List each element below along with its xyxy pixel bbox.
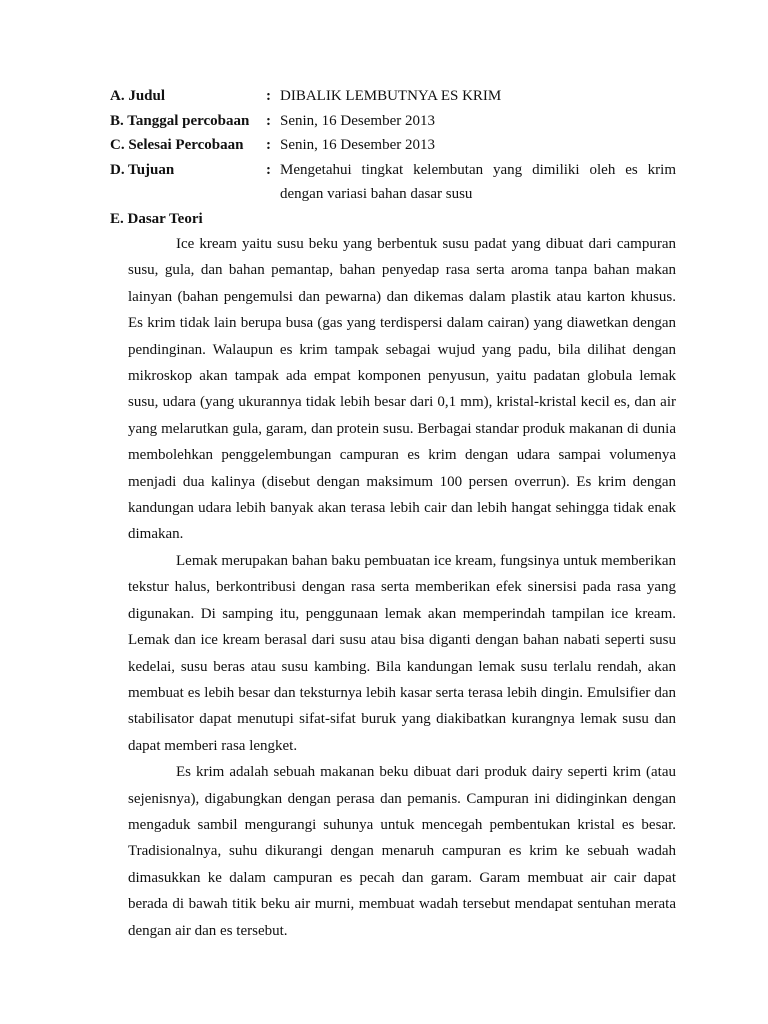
meta-label-objective: D. Tujuan [110, 161, 175, 178]
meta-colon: : [266, 112, 271, 129]
meta-colon: : [266, 161, 271, 178]
document-page [110, 84, 676, 944]
meta-colon: : [266, 137, 271, 153]
meta-value-title: DIBALIK LEMBUTNYA ES KRIM [280, 88, 502, 104]
theory-paragraph-3: Es krim adalah sebuah makanan beku dibuat dari produk dairy seperti krim (atau sejenisnya), digabungkan dengan perasa dan pemanis. Campuran ini didinginkan dengan mengaduk sambil mengurangi suhunya untuk mencegah pembentukan kristal es besar. Tradisionalnya, suhu dikurangi dengan menaruh campuran es krim ke sebuah wadah dimasukkan ke dalam campuran es pecah dan garam. Garam membuat air cair dapat berada di bawah titik beku air murni, membuat wadah tersebut mendapat sentuhan merata dengan air dan es tersebut. [128, 764, 676, 939]
meta-colon: : [266, 88, 271, 104]
meta-value-objective: Mengetahui tingkat kelembutan yang dimiliki oleh es krim dengan variasi bahan dasar susu [280, 161, 676, 202]
meta-value-experiment-date: Senin, 16 Desember 2013 [280, 112, 435, 129]
theory-body [110, 231, 676, 944]
meta-label-experiment-date: B. Tanggal percobaan [110, 112, 250, 129]
meta-row-objective [110, 158, 676, 207]
meta-row-title [110, 84, 676, 109]
section-title-theory: E. Dasar Teori [110, 210, 203, 227]
meta-row-experiment-date [110, 109, 676, 134]
theory-paragraph-2: Lemak merupakan bahan baku pembuatan ice kream, fungsinya untuk memberikan tekstur halus, berkontribusi dengan rasa serta memberikan efek sinersisi pada rasa yang digunakan. Di samping itu, penggunaan lemak akan memperindah tampilan ice kream. Lemak dan ice kream berasal dari susu atau bisa diganti dengan bahan nabati seperti susu kedelai, susu beras atau susu kambing. Bila kandungan lemak susu terlalu rendah, akan membuat es lebih besar dan teksturnya lebih kasar serta terasa lebih dingin. Emulsifier dan stabilisator dapat menutupi sifat-sifat buruk yang diakibatkan kurangnya lemak susu dan dapat memberi rasa lengket. [128, 552, 676, 754]
meta-value-completion-date: Senin, 16 Desember 2013 [280, 137, 435, 153]
theory-paragraph-1: Ice kream yaitu susu beku yang berbentuk susu padat yang dibuat dari campuran susu, gula, dan bahan pemantap, bahan penyedap rasa serta aroma tanpa bahan makan lainyan (bahan pengemulsi dan pewarna) dan dikemas dalam plastik atau karton khusus. Es krim tidak lain berupa busa (gas yang terdispersi dalam cairan) yang diawetkan dengan pendinginan. Walaupun es krim tampak sebagai wujud yang padu, bila dilihat dengan mikroskop akan tampak ada empat komponen penyusun, yaitu padatan globula lemak susu, udara (yang ukurannya tidak lebih besar dari 0,1 mm), kristal-kristal kecil es, dan air yang melarutkan gula, garam, dan protein susu. Berbagai standar produk makanan di dunia membolehkan penggelembungan campuran es krim dengan udara sampai volumenya menjadi dua kalinya (disebut dengan maksimum 100 persen overrun). Es krim dengan kandungan udara lebih banyak akan terasa lebih cair dan lebih hangat sehingga tidak enak dimakan. [128, 236, 676, 543]
meta-label-completion-date: C. Selesai Percobaan [110, 137, 244, 153]
meta-label-title: A. Judul [110, 88, 166, 104]
meta-row-completion-date [110, 133, 676, 158]
